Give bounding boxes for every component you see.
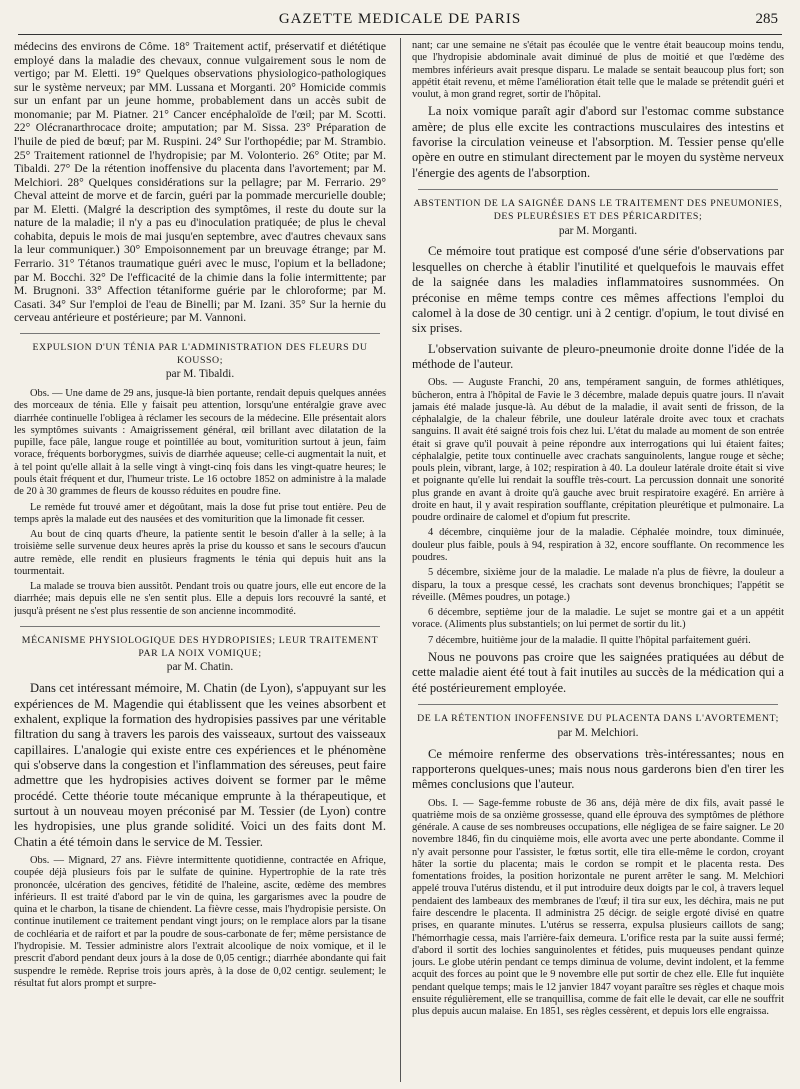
section-divider bbox=[418, 704, 778, 705]
day-entry: 7 décembre, huitième jour de la maladie. Il quitte l'hôpital parfaitement guéri. bbox=[428, 634, 751, 646]
section-divider bbox=[20, 333, 380, 334]
section-heading-placenta bbox=[412, 713, 784, 741]
list-of-memoirs: médecins des environs de Côme. 18° Traitement actif, préservatif et diététique employé dans la maladie des chevaux, connue vulgairement sous le nom de vertigo; par M. Eletti. 19° Quelques observations physiologico-pathologiques sur le système nerveux; par MM. Lussana et Morganti. 20° Homicide commis sur un enfant par un jeune homme, probablement dans un accès subit de monomanie; par M. Piatner. 21° Cancer encéphaloïde de l'œil; par M. Scotti. 22° Olécranarthrocace droite; amputation; par M. Sissa. 23° Préparation de l'huile de pied de bœuf; par M. Ruspini. 24° Sur l'orthopédie; par M. Strambio. 25° Traitement rationnel de l'hydropisie; par M. Volonterio. 26° Otite; par M. Tibaldi. 27° De la rétention inoffensive du placenta dans l'avortement; par M. Melchiori. 28° Quelques considérations sur la pellagre; par M. Ferrario. 29° Cheval atteint de morve et de farcin, guéri par la pommade mercurielle double; par M. Eletti. (Malgré la description des symptômes, il reste du doute sur la nature de la maladie; il n'y a pas eu d'inoculation pratiquée; de plus le cheval cohabita, depuis le mois de mai jusqu'en septembre, avec d'autres chevaux sans la leur communiquer.) 30° Empoisonnement par un breuvage étrange; par M. Ferrario. 31° Tétanos traumatique guéri avec le musc, l'opium et la belladone; par M. Bocchi. 32° De l'efficacité de la chimie dans la folie intermittente; par M. Brugnoni. 33° Affection tétaniforme guérie par le chloroforme; par M. Casati. 34° Sur l'emploi de l'eau de Binelli; par M. Izani. 35° Sur la hernie du cerveau antérieure et postérieure; par M. Vannoni. bbox=[14, 40, 386, 325]
heading-text: DE LA RÉTENTION INOFFENSIVE DU PLACENTA DANS L'AVORTEMENT; bbox=[417, 712, 779, 724]
heading-author: par M. Chatin. bbox=[166, 661, 234, 674]
day-entry: 4 décembre, cinquième jour de la maladie. Céphalée moindre, toux diminuée, douleur plus faible, pouls à 94, respiration à 32, encore soufflante. On recommence les poudres. bbox=[412, 527, 784, 564]
section-heading-kousso bbox=[14, 342, 386, 382]
body-paragraph: L'observation suivante de pleuro-pneumonie droite donne l'idée de la méthode de l'auteur. bbox=[412, 341, 784, 371]
body-paragraph: Nous ne pouvons pas croire que les saignées pratiquées au début de cette maladie aient été tout à fait inutiles au succès de la médication qui a été postérieurement employée. bbox=[412, 649, 784, 695]
page-header bbox=[18, 8, 782, 35]
journal-title: GAZETTE MEDICALE DE PARIS bbox=[278, 11, 522, 27]
body-paragraph: Le remède fut trouvé amer et dégoûtant, mais la dose fut prise tout entière. Peu de temps après la malade eut des nausées et des vomiturition que la limonade fit cesser. bbox=[14, 501, 386, 525]
page-number: 285 bbox=[755, 11, 778, 27]
right-column bbox=[412, 40, 784, 1082]
heading-author: par M. Morganti. bbox=[558, 224, 638, 237]
column-divider bbox=[400, 38, 401, 1082]
observation-paragraph: Obs. — Mignard, 27 ans. Fièvre intermittente quotidienne, contractée en Afrique, coupée déjà plusieurs fois par le sulfate de quinine. Hypertrophie de la rate très prononcée, ulcération des gencives, fétidité de l'haleine, ascite, œdème des membres inférieurs. Il est traité d'abord par le vin de quina, les gargarismes avec la poudre de quina et le charbon, la tisane de chiendent. La fièvre cesse, mais l'hydropisie persiste. On continue inutilement ce traitement pendant vingt jours; on le remplace alors par la tisane de cochléaria et de raifort et par la poudre de sous-carbonate de fer; même persistance de l'hydropisie. M. Tessier administre alors l'extrait alcoolique de noix vomique, et il le prescrit d'abord pendant deux jours à la dose de 0,05 centigr.; diarrhée abondante qui fait suspendre le remède. Reprise trois jours après, à la dose de 0,02 centigr. seulement; le résultat fut alors prompt et surpre- bbox=[14, 855, 386, 989]
section-divider bbox=[418, 189, 778, 190]
section-heading-hydropisies bbox=[14, 635, 386, 675]
heading-text: MÉCANISME PHYSIOLOGIQUE DES HYDROPISIES; LEUR TRAITEMENT PAR LA NOIX VOMIQUE; bbox=[21, 634, 379, 659]
heading-text: ABSTENTION DE LA SAIGNÉE DANS LE TRAITEMENT DES PNEUMONIES, DES PLEURÉSIES ET DES PÉRICARDITES; bbox=[413, 198, 783, 222]
section-divider bbox=[20, 626, 380, 627]
continued-paragraph: nant; car une semaine ne s'était pas écoulée que le ventre était beaucoup moins tendu, que l'hydropisie abdominale avait diminué de plus de moitié et que l'œdème des membres inférieurs avait presque disparu. Le malade se sentait beaucoup plus fort; son appétit était revenu, et même l'amélioration était telle que le malade se prétendit guéri et voulut, à mon grand regret, sortir de l'hôpital. bbox=[412, 40, 784, 101]
section-heading-pneumonies bbox=[412, 198, 784, 238]
observation-paragraph: Obs. — Une dame de 29 ans, jusque-là bien portante, rendait depuis quelques années des morceaux de ténia. Elle y faisait peu attention, lorsqu'une entéralgie grave avec diarrhée continuelle l'obligea à réclamer les secours de la médecine. Elle présentait alors les symptômes suivants : Amaigrissement général, œil brillant avec dilatation de la pupille, face pâle, langue rouge et pointillée au bout, vomiturition surtout à jeun, faim vorace, fréquents borborygmes, suivis de diarrhée aqueuse; celle-ci augmentait la nuit, et à tel point qu'elle allait à la selle vingt à vingt-cinq fois dans les vingt-quatre heures; le pouls était fréquent et dur, l'humeur triste. Le 16 octobre 1852 on administre à la malade de 20 à 30 grammes de fleurs de kousso réduites en poudre fine. bbox=[14, 388, 386, 498]
heading-author: par M. Tibaldi. bbox=[165, 368, 235, 381]
lead-paragraph: Dans cet intéressant mémoire, M. Chatin (de Lyon), s'appuyant sur les expériences de M. Magendie qui établissent que les veines absorbent et exhalent, explique la formation des hydropisies passives par une véritable filtration du sang à travers les parois des vaisseaux, surtout des vaisseaux capillaires. L'analogie qui existe entre ces expériences et le phénomène qui s'observe dans la congestion et l'inflammation des séreuses, peut faire admettre que les hydropisies actives doivent se former par le même procédé. Cette théorie toute mécanique emprunte à la thérapeutique, et surtout à un nouveau moyen préconisé par M. Tessier (de Lyon) contre les hydropisies, une plus grande solidité. Voici un des faits dont M. Chatin a été témoin dans le service de M. Tessier. bbox=[14, 681, 386, 849]
body-paragraph: La noix vomique paraît agir d'abord sur l'estomac comme substance amère; de plus elle excite les contractions musculaires des intestins et favorise la circulation veineuse et l'absorption. M. Tessier pense qu'elle opère en outre en stimulant directement par le moyen du système nerveux l'énergie des agents de l'absorption. bbox=[412, 104, 784, 180]
day-entry: 5 décembre, sixième jour de la maladie. Le malade n'a plus de fièvre, la douleur a disparu, la toux a presque cessé, les crachats sont devenus bronchiques; l'appétit se réveille. (Mêmes poudres, un potage.) bbox=[412, 567, 784, 603]
observation-paragraph: Obs. — Auguste Franchi, 20 ans, tempérament sanguin, de formes athlétiques, bûcheron, entra à l'hôpital de Favie le 3 décembre, malade depuis quatre jours. Il n'avait jamais été malade jusque-là. Au début de la maladie, il avait senti de frisson, de la céphalalgie, de la chaleur fébrile, une douleur latérale droite avec toux et crachats sanguins. Il avait été saigné trois fois chez lui. L'état du malade au moment de son entrée était si grave qu'il pouvait à peine répondre aux interrogations qui lui étaient faites; céphalalgie, petite toux continuelle avec crachats sanguinolents, langue rouge et sèche; pouls plein, vibrant, large, à 102; respiration à 40. La douleur latérale droite était si vive et poignante qu'elle lui rendait la souffle très-court. La percussion donnait une sonorité plus grande en avant à droite qu'à gauche avec bruit respiratoire exagéré. En arrière à droite en haut, il y avait respiration soufflante, crépitation pleurétique et pulmonaire. La poudre ordinaire de calomel et d'opium fut prescrite. bbox=[412, 377, 784, 524]
observation-paragraph: Obs. I. — Sage-femme robuste de 36 ans, déjà mère de dix fils, avait passé le quatrième mois de sa onzième grossesse, quand elle éprouva des symptômes de pléthore générale. A cause de ses nombreuses occupations, elle négligea de se faire saigner. Le 20 novembre 1846, fin du cinquième mois, elle avorta avec une perte abondante. Comme il n'y avait personne pour l'assister, le fœtus sortit, elle tira elle-même le cordon, croyant hâter la sortie du placenta; mais le cordon se rompit et le placenta resta. Des fomentations froides, la position horizontale ne purent arrêter le sang. M. Melchiori appelé trouva l'utérus distendu, et il put introduire deux doigts par le col, à travers lequel pendaient des lambeaux des membranes de l'œuf; il tira sur eux, les déchira, mais ne put faire descendre le placenta. Il administra 25 décigr. de seigle ergoté divisé en quatre prises, en quarante minutes. L'utérus se resserra, expulsa plusieurs caillots de sang; l'hémorrhagie cessa, mais l'arrière-faix demeura. L'orifice resta par la suite aussi fermé; d'abord il sortit des lochies sanguinolentes et fétides, puis muqueuses pendant quinze jours. Le globe utérin pendant ce temps diminua de volume, devint indolent, et la femme acquit des forces au point que le 9 novembre elle put sortir de chez elle. Elle fut inquiète pendant quelque temps; mais le 12 janvier 1847 voyant paraître ses règles et chaque mois ensuite régulièrement, elle se tranquillisa, comme de fait elle le devait, car elle ne souffrit plus depuis aucun malaise. En 1851, ses règles cessèrent, et depuis lors elle engraissa. bbox=[412, 797, 784, 1018]
body-paragraph: Au bout de cinq quarts d'heure, la patiente sentit le besoin d'aller à la selle; à la troisième selle survenue deux heures après la prise du kousso et sans le secours d'aucun autre remède, elle rendit en plusieurs fragments le ténia qui depuis huit ans la tourmentait. bbox=[14, 529, 386, 577]
heading-author: par M. Melchiori. bbox=[557, 726, 639, 739]
lead-paragraph: Ce mémoire tout pratique est composé d'une série d'observations par lesquelles on cherche à établir l'inutilité et quelquefois le mauvais effet de la saignée dans les maladies inflammatoires susnommées. On préconise en même temps contre ces mêmes affections l'emploi du calomel à la dose de 30 centigr. uni à 2 centigr. d'opium, le tout divisé en six prises. bbox=[412, 244, 784, 336]
left-column bbox=[14, 40, 386, 1082]
heading-text: EXPULSION D'UN TÉNIA PAR L'ADMINISTRATION DES FLEURS DU KOUSSO; bbox=[32, 341, 368, 366]
lead-paragraph: Ce mémoire renferme des observations très-intéressantes; nous en rapporterons quelques-unes; mais nous nous garderons bien d'en tirer les mêmes conclusions que l'auteur. bbox=[412, 746, 784, 792]
body-paragraph: La malade se trouva bien aussitôt. Pendant trois ou quatre jours, elle eut encore de la diarrhée; mais depuis elle ne s'en sentit plus. Elle a depuis lors recouvré la santé, et jusqu'à présent ne s'est plus ressentie de son ancienne incommodité. bbox=[14, 581, 386, 617]
day-entry: 6 décembre, septième jour de la maladie. Le sujet se montre gai et a un appétit vorace. (Aliments plus substantiels; on lui permet de sortir du lit.) bbox=[412, 607, 784, 631]
